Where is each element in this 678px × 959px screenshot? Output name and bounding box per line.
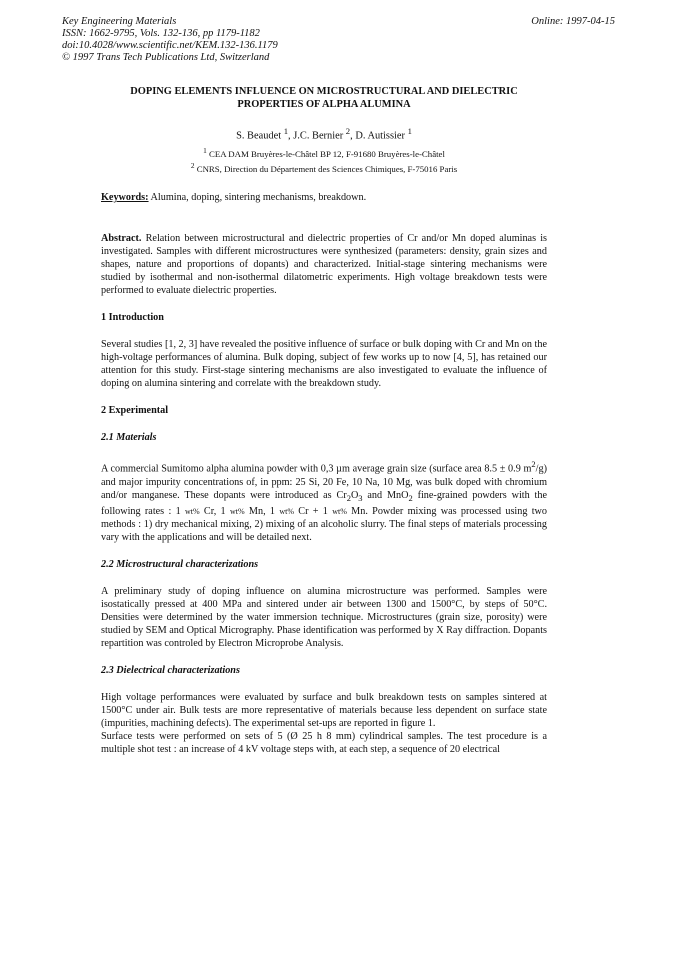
paper-body [101, 85, 547, 756]
abstract-text: Relation between microstructural and dielectric properties of Cr and/or Mn doped aluminas is investigated. Samples with different microstructures were synthesized (parameters: density, grain sizes and shapes, nature and proportions of dopants) and characterized. Initial-stage sintering mechanisms were studied by isothermal and non-isothermal dilatometric experiments. High voltage breakdown tests were performed to evaluate dielectric properties. [101, 233, 547, 297]
affiliation-1-text: CEA DAM Bruyères-le-Châtel BP 12, F-91680 Bruyères-le-Châtel [208, 149, 445, 160]
keywords-label: Keywords: [101, 192, 149, 204]
abstract [101, 232, 547, 297]
author-list: S. Beaudet $^1$, J.C. Bernier $^2$, D. Autissier $^1$ [236, 126, 412, 142]
subsection-heading-dielectrical: 2.3 Dielectrical characterizations [101, 664, 240, 676]
dielectrical-paragraph-1: High voltage performances were evaluated by surface and bulk breakdown tests on samples sintered at 1500°C under air. Bulk tests are more representative of materials because less dependent on surface state (impurities, machining defects). The experimental set-ups are reported in figure 1. [101, 691, 547, 729]
doi-line: doi:10.4028/www.scientific.net/KEM.132-136.1179 [62, 40, 278, 51]
section-heading-experimental: 2 Experimental [101, 405, 169, 417]
abstract-label: Abstract. [101, 233, 142, 245]
title-line-2: PROPERTIES OF ALPHA ALUMINA [237, 99, 411, 110]
copyright-line: © 1997 Trans Tech Publications Ltd, Switzerland [62, 52, 270, 63]
dielectrical-paragraph-2: Surface tests were performed on sets of 5 (Ø 25 h 8 mm) cylindrical samples. The test procedure is a multiple shot test : an increase of 4 kV voltage steps with, at each step, a sequence of 20 electrical [101, 730, 547, 755]
affiliation-2 [101, 160, 547, 175]
keywords-text: Alumina, doping, sintering mechanisms, breakdown. [150, 192, 367, 204]
journal-header [62, 16, 278, 64]
author-3: D. Autissier [355, 130, 405, 142]
affiliation-1-number: 1 [203, 146, 207, 156]
online-date: Online: 1997-04-15 [531, 16, 615, 27]
journal-name: Key Engineering Materials [62, 16, 177, 27]
author-3-affiliation: 1 [407, 126, 412, 136]
affiliation-1 [101, 145, 547, 160]
introduction-paragraph: Several studies [1, 2, 3] have revealed the positive influence of surface or bulk doping with Cr and Mn on the high-voltage performances of alumina. Bulk doping, subject of few works up to now [4, 5], has retained our attention for this study. First-stage sintering mechanisms are also investigated to evaluate the influence of doping on alumina sintering and correlate with the breakdown study. [101, 339, 547, 390]
keywords [101, 191, 547, 204]
issn-line: ISSN: 1662-9795, Vols. 132-136, pp 1179-1182 [62, 28, 260, 39]
author-2: J.C. Bernier [293, 130, 344, 142]
microstructural-paragraph: A preliminary study of doping influence on alumina microstructure was performed. Samples were isostatically pressed at 400 MPa and sintered under air between 1300 and 1500°C, by steps of 50°C. Densities were determined by the water immersion technique. Microstructures (grain size, porosity) were studied by SEM and Optical Micrography. Phase identification was performed by X Ray diffraction. Dopants repartition was controled by Electron Microprobe Analysis. [101, 585, 547, 649]
section-heading-introduction: 1 Introduction [101, 312, 164, 324]
affiliation-2-number: 2 [190, 161, 195, 171]
materials-paragraph: A commercial Sumitomo alpha alumina powder with 0,3 µm average grain size (surface area 8.5 ± 0.9 $m^2/g$) and major impurity concentrations of, in ppm: 25 Si, 20 Fe, 10 Na, 10 Mg, was bulk doped with chromium and/or manganese. These dopants were introduced as $Cr_2O_3$ and MnO$_2$ fine-grained powders with the following rates : 1 wt% Cr, 1 wt% Mn, 1 wt% Cr + 1 wt% Mn. Powder mixing was processed using two methods : 1) dry mechanical mixing, 2) mixing of an alcoholic slurry. The final steps of materials processing vary with the applications and will be detailed next. [101, 459, 548, 543]
affiliation-2-text: CNRS, Direction du Département des Sciences Chimiques, F-75016 Paris [196, 164, 458, 175]
title-line-1: DOPING ELEMENTS INFLUENCE ON MICROSTRUCTURAL AND DIELECTRIC [130, 86, 518, 97]
author-1-affiliation: 1 [283, 126, 289, 136]
subsection-heading-microstructural: 2.2 Microstructural characterizations [101, 558, 259, 570]
author-1: S. Beaudet [236, 130, 282, 142]
subsection-heading-materials: 2.1 Materials [101, 432, 157, 444]
paper-title [101, 85, 547, 111]
author-2-affiliation: 2 [345, 126, 351, 136]
